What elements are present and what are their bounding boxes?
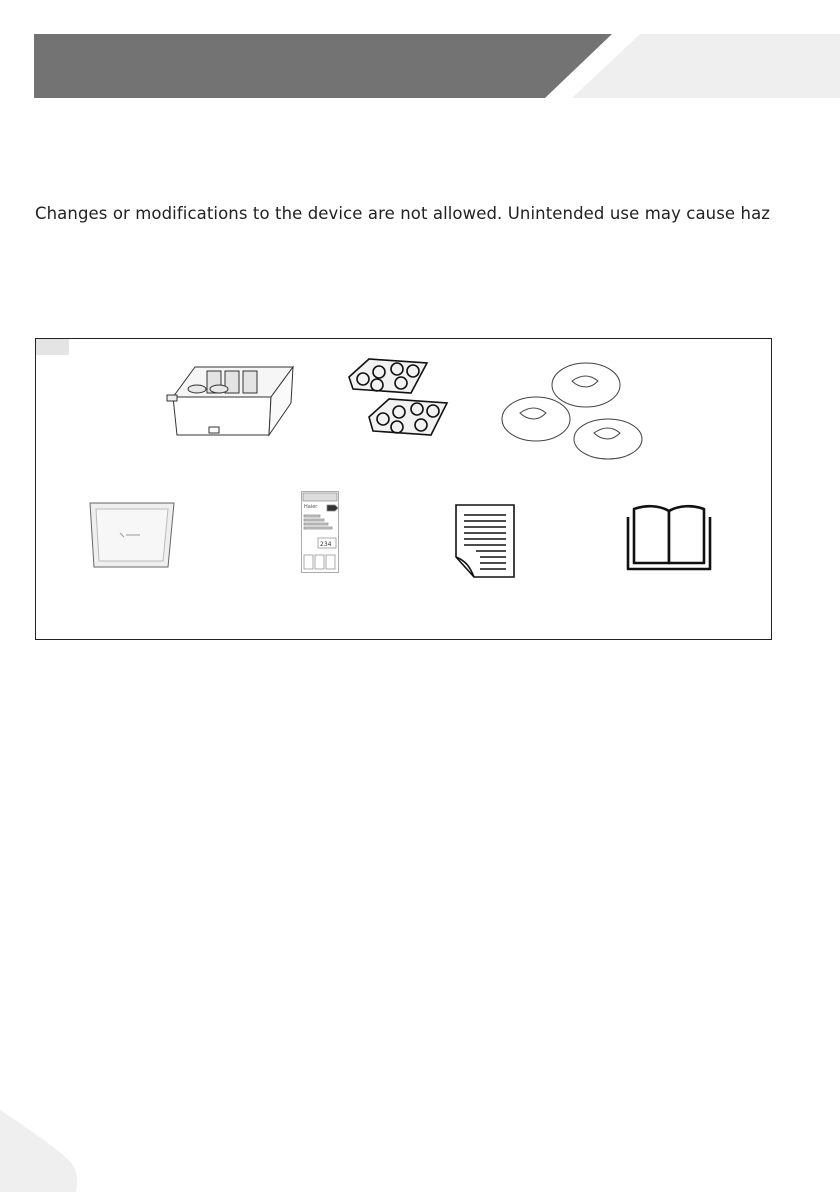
page-corner-tab xyxy=(0,1110,80,1192)
crisper-drawer-icon xyxy=(161,355,296,441)
bottle-clips-icon xyxy=(498,351,648,463)
warning-text: Changes or modifications to the device are not allowed. Unintended use may cause haz xyxy=(35,204,771,223)
energy-label-brand: Haier xyxy=(304,504,318,510)
header-banner xyxy=(0,0,840,110)
egg-trays-icon xyxy=(339,355,449,455)
warranty-document-icon xyxy=(454,503,516,579)
glass-shelf-icon xyxy=(82,497,182,573)
accessories-figure xyxy=(35,338,772,640)
figure-label-tab xyxy=(36,339,69,355)
chapter-tab xyxy=(572,34,840,98)
energy-label-value: 234 xyxy=(320,541,332,548)
title-bar xyxy=(34,34,612,98)
user-manual-icon xyxy=(626,503,712,573)
energy-label-icon xyxy=(301,491,339,573)
